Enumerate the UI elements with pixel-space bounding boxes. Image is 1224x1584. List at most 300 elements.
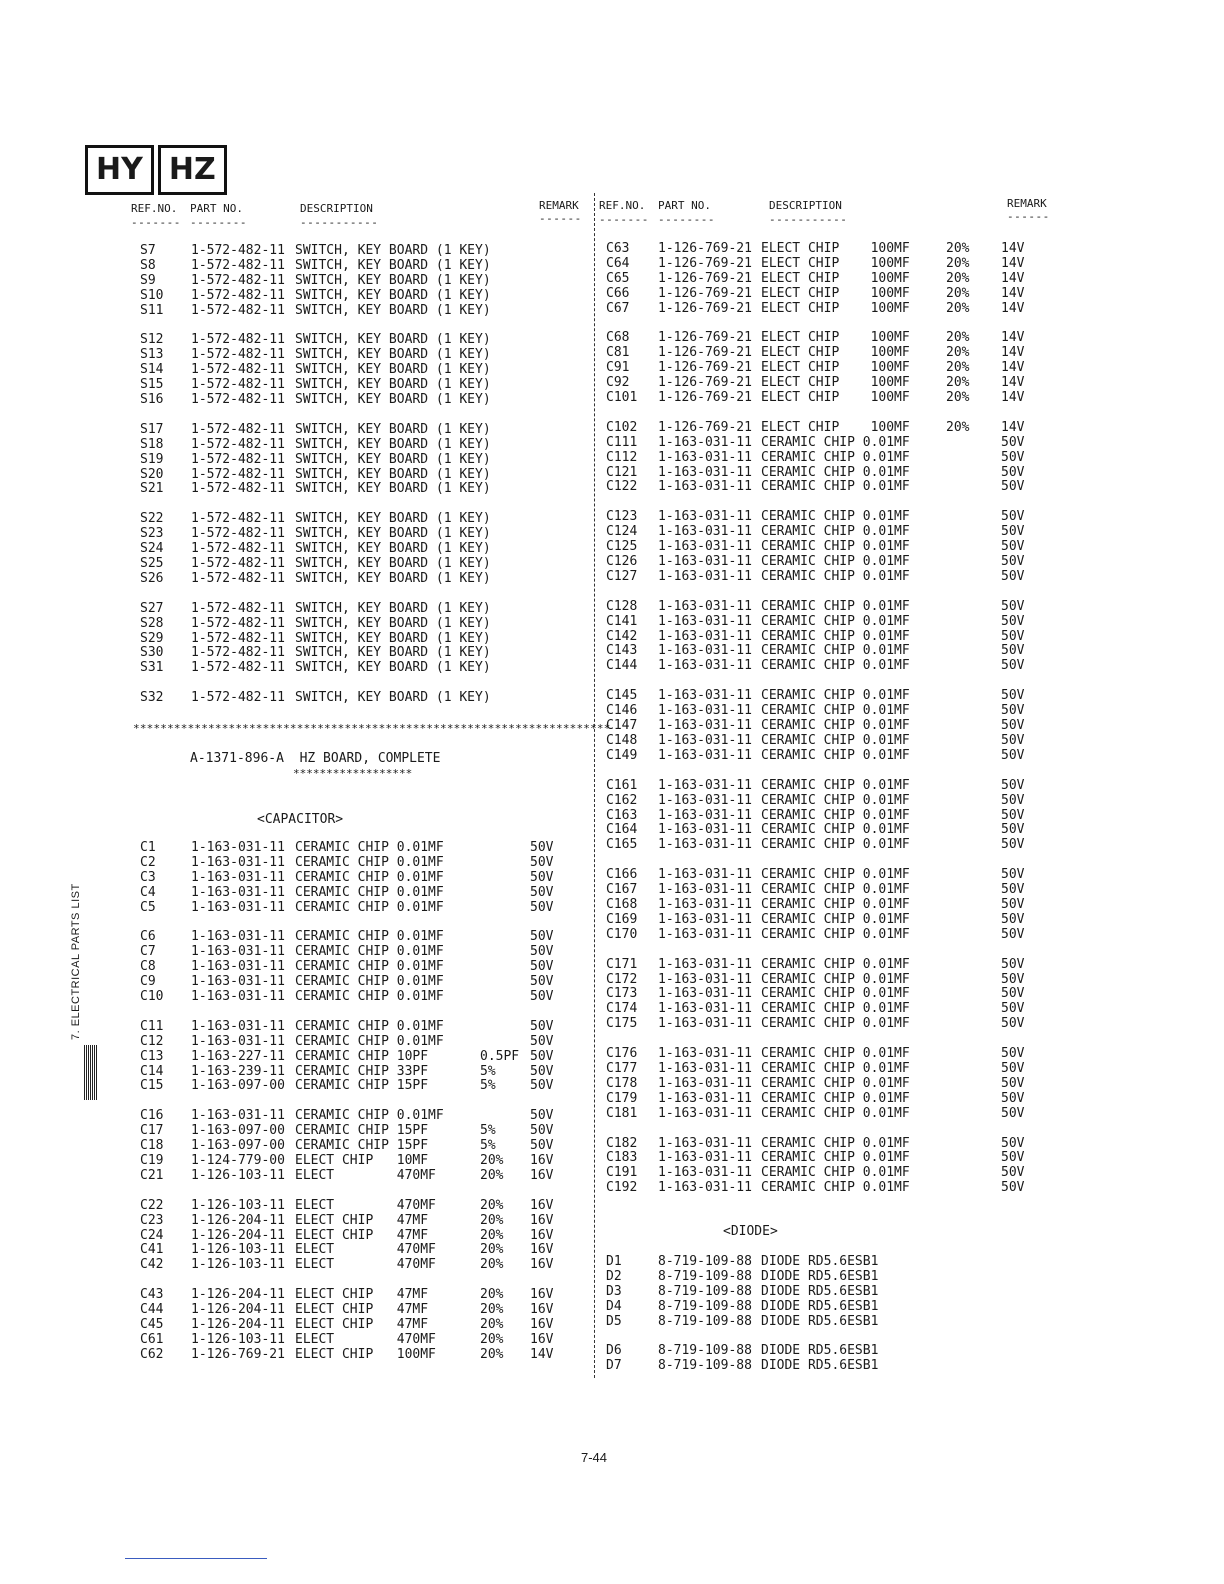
tolerance: 20% [946, 390, 970, 406]
ref-no: S32 [140, 690, 164, 706]
remark: 50V [530, 1108, 554, 1124]
side-section-label: 7. ELECTRICAL PARTS LIST [70, 883, 82, 1040]
remark: 14V [1001, 345, 1025, 361]
ref-no: C112 [606, 449, 638, 465]
description: CERAMIC CHIP 0.01MF [761, 703, 910, 719]
tolerance: 0.5PF [480, 1048, 520, 1064]
remark: 50V [1001, 792, 1025, 808]
description: CERAMIC CHIP 0.01MF [761, 867, 910, 883]
description: DIODE RD5.6ESB1 [761, 1283, 879, 1299]
remark: 50V [1001, 434, 1025, 450]
description: CERAMIC CHIP 0.01MF [761, 688, 910, 704]
ref-no: C102 [606, 419, 638, 435]
part-no: 1-572-482-11 [191, 481, 285, 497]
tolerance: 20% [480, 1227, 504, 1243]
part-no: 1-163-031-11 [658, 792, 752, 808]
part-row [140, 1318, 590, 1333]
part-row [140, 841, 590, 856]
part-row [140, 960, 590, 975]
part-no: 1-163-031-11 [191, 989, 285, 1005]
part-no: 1-126-769-21 [658, 285, 752, 301]
ref-no: C168 [606, 896, 638, 912]
part-row [140, 661, 590, 676]
group-spacer [140, 497, 590, 512]
ref-no: C4 [140, 884, 156, 900]
part-no: 1-124-779-00 [191, 1153, 285, 1169]
ref-no: C24 [140, 1227, 164, 1243]
part-no: 1-163-031-11 [191, 854, 285, 870]
remark: 50V [530, 1123, 554, 1139]
part-row [140, 1020, 590, 1035]
group-spacer [606, 495, 1056, 510]
tolerance: 20% [946, 375, 970, 391]
part-row [606, 436, 1056, 451]
remark: 50V [1001, 1016, 1025, 1032]
part-row [140, 1124, 590, 1139]
ref-no: C121 [606, 464, 638, 480]
ref-no: C14 [140, 1063, 164, 1079]
part-row [606, 555, 1056, 570]
group-spacer [140, 1005, 590, 1020]
remark: 50V [530, 1138, 554, 1154]
part-row [140, 512, 590, 527]
ref-no: C174 [606, 1001, 638, 1017]
ref-no: C141 [606, 613, 638, 629]
tolerance: 5% [480, 1078, 496, 1094]
ref-no: C19 [140, 1153, 164, 1169]
part-row [606, 659, 1056, 674]
part-row [140, 1109, 590, 1124]
ref-no: S16 [140, 392, 164, 408]
part-no: 1-572-482-11 [191, 347, 285, 363]
part-no: 1-163-097-00 [191, 1123, 285, 1139]
description: ELECT 470MF [295, 1331, 436, 1347]
ref-no: C92 [606, 375, 630, 391]
ref-no: S9 [140, 272, 156, 288]
ref-no: C165 [606, 837, 638, 853]
part-no: 1-126-204-11 [191, 1227, 285, 1243]
tolerance: 20% [480, 1331, 504, 1347]
part-row [140, 1139, 590, 1154]
ref-no: C178 [606, 1075, 638, 1091]
remark: 50V [1001, 747, 1025, 763]
description: CERAMIC CHIP 0.01MF [761, 658, 910, 674]
description: ELECT CHIP 47MF [295, 1227, 429, 1243]
ref-no: C8 [140, 959, 156, 975]
remark: 50V [530, 1078, 554, 1094]
description: CERAMIC CHIP 0.01MF [761, 1046, 910, 1062]
part-row [140, 1214, 590, 1229]
group-spacer [606, 1032, 1056, 1047]
part-row [606, 1107, 1056, 1122]
remark: 16V [530, 1242, 554, 1258]
ref-no: C111 [606, 434, 638, 450]
part-row [606, 794, 1056, 809]
left-switch-list [140, 244, 590, 706]
part-row [140, 646, 590, 661]
remark: 50V [1001, 598, 1025, 614]
description: CERAMIC CHIP 0.01MF [761, 524, 910, 540]
tolerance: 5% [480, 1063, 496, 1079]
part-no: 1-163-031-11 [658, 598, 752, 614]
ref-no: C45 [140, 1317, 164, 1333]
ref-no: C164 [606, 822, 638, 838]
group-spacer [140, 1094, 590, 1109]
part-no: 1-572-482-11 [191, 600, 285, 616]
remark: 50V [1001, 554, 1025, 570]
part-no: 1-163-227-11 [191, 1048, 285, 1064]
description: CERAMIC CHIP 0.01MF [761, 926, 910, 942]
description: CERAMIC CHIP 0.01MF [295, 899, 444, 915]
group-spacer [606, 585, 1056, 600]
part-no: 1-126-769-21 [658, 241, 752, 256]
ref-no: C143 [606, 643, 638, 659]
description: CERAMIC CHIP 0.01MF [761, 747, 910, 763]
part-row [606, 257, 1056, 272]
remark: 50V [1001, 1090, 1025, 1106]
description: CERAMIC CHIP 0.01MF [295, 974, 444, 990]
description: ELECT CHIP 47MF [295, 1317, 429, 1333]
description: CERAMIC CHIP 0.01MF [761, 807, 910, 823]
part-row [140, 1199, 590, 1214]
remark: 50V [1001, 628, 1025, 644]
remark: 14V [1001, 419, 1025, 435]
ref-no: C169 [606, 911, 638, 927]
ref-no: C172 [606, 971, 638, 987]
ref-no: C191 [606, 1165, 638, 1181]
part-row [140, 259, 590, 274]
remark: 50V [1001, 703, 1025, 719]
part-no: 1-163-031-11 [658, 613, 752, 629]
remark: 50V [1001, 509, 1025, 525]
ref-no: C142 [606, 628, 638, 644]
ref-no: S25 [140, 556, 164, 572]
part-no: 1-572-482-11 [191, 257, 285, 273]
ref-no: C2 [140, 854, 156, 870]
part-no: 1-126-103-11 [191, 1242, 285, 1258]
part-row [140, 572, 590, 587]
remark: 50V [530, 929, 554, 945]
part-row [140, 274, 590, 289]
part-no: 1-163-239-11 [191, 1063, 285, 1079]
part-no: 1-163-031-11 [658, 926, 752, 942]
header-part-underline: -------- [190, 216, 247, 229]
group-spacer [606, 1329, 1056, 1344]
ref-no: C182 [606, 1135, 638, 1151]
part-no: 1-163-031-11 [191, 1033, 285, 1049]
part-no: 1-572-482-11 [191, 362, 285, 378]
remark: 14V [1001, 270, 1025, 286]
part-no: 1-572-482-11 [191, 690, 285, 706]
description: SWITCH, KEY BOARD (1 KEY) [295, 481, 491, 497]
part-row [606, 421, 1056, 436]
description: CERAMIC CHIP 0.01MF [295, 884, 444, 900]
description: CERAMIC CHIP 0.01MF [761, 1165, 910, 1181]
description: CERAMIC CHIP 0.01MF [761, 628, 910, 644]
column-separator [594, 193, 595, 1378]
remark: 50V [530, 899, 554, 915]
description: ELECT CHIP 100MF [761, 255, 910, 271]
ref-no: S11 [140, 302, 164, 318]
description: CERAMIC CHIP 0.01MF [761, 613, 910, 629]
description: CERAMIC CHIP 0.01MF [761, 643, 910, 659]
ref-no: S21 [140, 481, 164, 497]
part-row [140, 886, 590, 901]
part-row [606, 689, 1056, 704]
ref-no: C149 [606, 747, 638, 763]
remark: 50V [530, 1063, 554, 1079]
part-no: 1-572-482-11 [191, 526, 285, 542]
description: CERAMIC CHIP 0.01MF [761, 732, 910, 748]
part-row [140, 945, 590, 960]
description: CERAMIC CHIP 0.01MF [295, 1033, 444, 1049]
part-row [140, 1065, 590, 1080]
description: SWITCH, KEY BOARD (1 KEY) [295, 466, 491, 482]
group-spacer [140, 587, 590, 602]
page-number: 7-44 [581, 1450, 608, 1465]
remark: 14V [1001, 375, 1025, 391]
part-no: 1-163-031-11 [191, 974, 285, 990]
part-no: 8-719-109-88 [658, 1313, 752, 1329]
remark: 50V [1001, 1135, 1025, 1151]
part-row [140, 333, 590, 348]
ref-no: C64 [606, 255, 630, 271]
model-badge-hz: HZ [158, 145, 227, 195]
ref-no: C12 [140, 1033, 164, 1049]
tolerance: 20% [480, 1153, 504, 1169]
description: CERAMIC CHIP 0.01MF [761, 539, 910, 555]
part-row [140, 438, 590, 453]
part-row [140, 1169, 590, 1184]
description: ELECT 470MF [295, 1197, 436, 1213]
remark: 50V [1001, 1075, 1025, 1091]
description: SWITCH, KEY BOARD (1 KEY) [295, 541, 491, 557]
description: SWITCH, KEY BOARD (1 KEY) [295, 302, 491, 318]
remark: 50V [530, 1018, 554, 1034]
ref-no: C181 [606, 1105, 638, 1121]
description: DIODE RD5.6ESB1 [761, 1268, 879, 1284]
tolerance: 20% [480, 1212, 504, 1228]
part-no: 1-572-482-11 [191, 392, 285, 408]
board-part-number: A-1371-896-A [190, 751, 284, 766]
part-no: 1-572-482-11 [191, 615, 285, 631]
description: DIODE RD5.6ESB1 [761, 1254, 879, 1269]
part-row [140, 557, 590, 572]
part-no: 1-163-031-11 [658, 956, 752, 972]
description: CERAMIC CHIP 0.01MF [761, 449, 910, 465]
part-no: 1-572-482-11 [191, 332, 285, 348]
part-row [606, 779, 1056, 794]
description: SWITCH, KEY BOARD (1 KEY) [295, 377, 491, 393]
ref-no: C163 [606, 807, 638, 823]
header-description-right-underline: ----------- [769, 213, 848, 226]
part-row [606, 1166, 1056, 1181]
part-no: 1-163-097-00 [191, 1138, 285, 1154]
part-no: 1-163-031-11 [658, 971, 752, 987]
part-no: 1-163-031-11 [658, 1060, 752, 1076]
remark: 50V [1001, 807, 1025, 823]
ref-no: C128 [606, 598, 638, 614]
part-no: 1-163-031-11 [658, 1165, 752, 1181]
ref-no: C5 [140, 899, 156, 915]
part-no: 1-163-031-11 [658, 911, 752, 927]
part-no: 1-126-769-21 [658, 390, 752, 406]
part-row [140, 1154, 590, 1169]
part-no: 1-126-103-11 [191, 1257, 285, 1273]
ref-no: C66 [606, 285, 630, 301]
ref-no: S29 [140, 630, 164, 646]
part-row [140, 871, 590, 886]
part-no: 1-163-031-11 [658, 1075, 752, 1091]
header-description-right: DESCRIPTION [769, 199, 842, 212]
ref-no: D5 [606, 1313, 622, 1329]
tolerance: 20% [946, 285, 970, 301]
description: CERAMIC CHIP 10PF [295, 1048, 429, 1064]
ref-no: C9 [140, 974, 156, 990]
ref-no: C6 [140, 929, 156, 945]
part-no: 1-126-769-21 [658, 270, 752, 286]
description: ELECT 470MF [295, 1167, 436, 1183]
remark: 16V [530, 1302, 554, 1318]
part-no: 1-163-031-11 [658, 628, 752, 644]
ref-no: C145 [606, 688, 638, 704]
tolerance: 5% [480, 1138, 496, 1154]
part-row [606, 540, 1056, 555]
part-row [140, 617, 590, 632]
remark: 50V [530, 884, 554, 900]
remark: 50V [1001, 867, 1025, 883]
description: CERAMIC CHIP 0.01MF [761, 956, 910, 972]
part-no: 1-163-031-11 [191, 944, 285, 960]
ref-no: C167 [606, 882, 638, 898]
part-row [606, 480, 1056, 495]
header-description: DESCRIPTION [300, 202, 373, 215]
description: CERAMIC CHIP 0.01MF [761, 479, 910, 495]
part-row [606, 749, 1056, 764]
description: ELECT CHIP 100MF [761, 241, 910, 256]
part-row [606, 287, 1056, 302]
group-spacer [606, 406, 1056, 421]
part-row [606, 704, 1056, 719]
part-row [606, 1151, 1056, 1166]
ref-no: C67 [606, 300, 630, 316]
part-row [606, 987, 1056, 1002]
part-row [140, 1288, 590, 1303]
description: SWITCH, KEY BOARD (1 KEY) [295, 392, 491, 408]
remark: 50V [1001, 926, 1025, 942]
description: SWITCH, KEY BOARD (1 KEY) [295, 660, 491, 676]
ref-no: C10 [140, 989, 164, 1005]
right-diode-list [606, 1255, 1056, 1374]
tolerance: 20% [946, 360, 970, 376]
part-row [606, 1047, 1056, 1062]
part-row [606, 719, 1056, 734]
ref-no: C65 [606, 270, 630, 286]
remark: 50V [1001, 837, 1025, 853]
part-row [606, 376, 1056, 391]
description: CERAMIC CHIP 0.01MF [295, 929, 444, 945]
tolerance: 5% [480, 1123, 496, 1139]
ref-no: S28 [140, 615, 164, 631]
part-row [140, 378, 590, 393]
tolerance: 20% [946, 270, 970, 286]
ref-no: D6 [606, 1343, 622, 1359]
part-row [140, 602, 590, 617]
part-no: 1-163-031-11 [658, 479, 752, 495]
part-no: 1-572-482-11 [191, 556, 285, 572]
group-spacer [606, 764, 1056, 779]
header-remark: REMARK [539, 199, 579, 212]
part-row [606, 1255, 1056, 1270]
part-no: 1-163-031-11 [658, 718, 752, 734]
description: CERAMIC CHIP 0.01MF [761, 1016, 910, 1032]
remark: 50V [1001, 986, 1025, 1002]
part-row [606, 1359, 1056, 1374]
description: CERAMIC CHIP 0.01MF [761, 464, 910, 480]
remark: 50V [1001, 718, 1025, 734]
header-part: PART NO. [190, 202, 243, 215]
tolerance: 20% [480, 1197, 504, 1213]
part-row [140, 1333, 590, 1348]
part-no: 1-126-769-21 [191, 1346, 285, 1362]
ref-no: C166 [606, 867, 638, 883]
ref-no: S23 [140, 526, 164, 542]
ref-no: C124 [606, 524, 638, 540]
part-no: 1-572-482-11 [191, 287, 285, 303]
part-row [140, 482, 590, 497]
part-no: 1-572-482-11 [191, 451, 285, 467]
remark: 50V [1001, 956, 1025, 972]
tolerance: 20% [480, 1346, 504, 1362]
description: DIODE RD5.6ESB1 [761, 1298, 879, 1314]
part-row [140, 1229, 590, 1244]
part-row [606, 1002, 1056, 1017]
remark: 16V [530, 1197, 554, 1213]
board-underline-stars: ****************** [293, 767, 413, 780]
part-no: 1-126-204-11 [191, 1317, 285, 1333]
part-row [140, 1079, 590, 1094]
description: ELECT CHIP 100MF [295, 1346, 436, 1362]
part-no: 1-572-482-11 [191, 541, 285, 557]
group-spacer [606, 853, 1056, 868]
description: SWITCH, KEY BOARD (1 KEY) [295, 436, 491, 452]
description: SWITCH, KEY BOARD (1 KEY) [295, 615, 491, 631]
part-row [606, 868, 1056, 883]
part-no: 1-163-031-11 [658, 1135, 752, 1151]
remark: 50V [1001, 613, 1025, 629]
ref-no: S19 [140, 451, 164, 467]
remark: 16V [530, 1227, 554, 1243]
ref-no: C68 [606, 330, 630, 346]
capacitor-section-title: <CAPACITOR> [257, 812, 344, 827]
ref-no: S20 [140, 466, 164, 482]
part-row [606, 600, 1056, 615]
part-no: 1-163-031-11 [191, 959, 285, 975]
part-row [606, 272, 1056, 287]
part-row [606, 1062, 1056, 1077]
part-row [140, 289, 590, 304]
part-no: 1-572-482-11 [191, 660, 285, 676]
part-no: 1-572-482-11 [191, 272, 285, 288]
part-no: 1-163-031-11 [191, 884, 285, 900]
part-no: 1-163-031-11 [658, 568, 752, 584]
ref-no: C125 [606, 539, 638, 555]
part-no: 1-126-103-11 [191, 1167, 285, 1183]
header-ref: REF.NO. [131, 202, 178, 215]
left-capacitor-list [140, 841, 590, 1363]
ref-no: C42 [140, 1257, 164, 1273]
remark: 16V [530, 1257, 554, 1273]
